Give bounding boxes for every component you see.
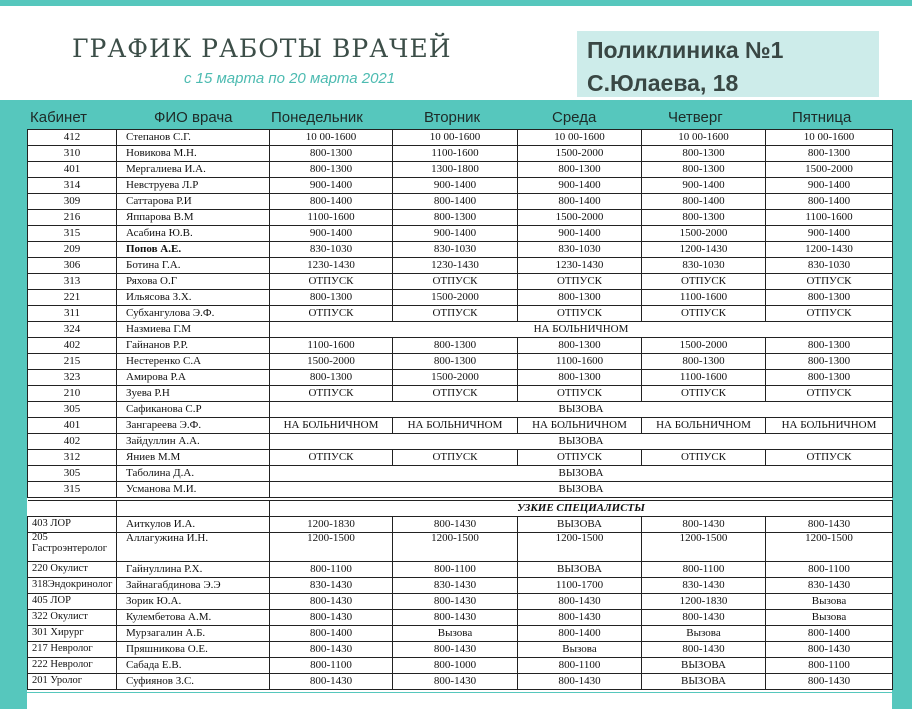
cabinet-cell: 305 [28,466,117,482]
monday-cell: 1500-2000 [270,354,393,370]
doctor-name-cell: Зуева Р.Н [117,386,270,402]
wednesday-cell: 800-1430 [518,674,642,690]
specialist-cabinet-cell: 222 Невролог [28,658,117,674]
monday-cell: ОТПУСК [270,450,393,466]
tuesday-cell: 800-1000 [393,658,518,674]
table-row [28,338,893,354]
specialists-section-row [28,501,893,517]
column-headers [22,109,892,129]
doctor-name-cell: Новикова М.Н. [117,146,270,162]
monday-cell: 900-1400 [270,178,393,194]
friday-cell: 10 00-1600 [766,130,893,146]
wednesday-cell: 800-1430 [518,610,642,626]
wednesday-cell: ОТПУСК [518,450,642,466]
doctor-name-cell: Ряхова О.Г [117,274,270,290]
specialist-name-cell: Суфиянов З.С. [117,674,270,690]
clinic-name: Поликлиника №1 [587,37,784,63]
tuesday-cell: 830-1030 [393,242,518,258]
col-header-doctor: ФИО врача [154,109,233,126]
friday-cell: 830-1030 [766,258,893,274]
table-row [28,386,893,402]
monday-cell: 1200-1830 [270,517,393,533]
merged-status-cell: НА БОЛЬНИЧНОМ [270,322,893,338]
col-header-monday: Понедельник [271,109,363,126]
cabinet-cell: 323 [28,370,117,386]
cabinet-cell: 311 [28,306,117,322]
friday-cell: Вызова [766,594,893,610]
tuesday-cell: 800-1430 [393,594,518,610]
tuesday-cell: НА БОЛЬНИЧНОМ [393,418,518,434]
friday-cell: 800-1300 [766,338,893,354]
specialist-name-cell: Пряшникова О.Е. [117,642,270,658]
wednesday-cell: 900-1400 [518,178,642,194]
friday-cell: 800-1400 [766,194,893,210]
monday-cell: 1200-1500 [270,533,393,562]
section-spacer [117,501,270,517]
tuesday-cell: ОТПУСК [393,450,518,466]
friday-cell: 1200-1500 [766,533,893,562]
doctor-name-cell: Амирова Р.А [117,370,270,386]
tuesday-cell: ОТПУСК [393,386,518,402]
table-row [28,178,893,194]
table-row [28,402,893,418]
specialist-name-cell: Зорик Ю.А. [117,594,270,610]
wednesday-cell: 800-1300 [518,162,642,178]
table-row [28,674,893,690]
table-row [28,658,893,674]
thursday-cell: 830-1430 [642,578,766,594]
wednesday-cell: 800-1300 [518,290,642,306]
friday-cell: 800-1300 [766,290,893,306]
specialist-name-cell: Аллагужина И.Н. [117,533,270,562]
merged-status-cell: ВЫЗОВА [270,466,893,482]
doctor-name-cell: Зайдуллин А.А. [117,434,270,450]
merged-status-cell: ВЫЗОВА [270,402,893,418]
doctor-name-cell: Назмиева Г.М [117,322,270,338]
doctor-name-cell: Ильясова З.Х. [117,290,270,306]
schedule-sheet [27,129,892,709]
col-header-cabinet: Кабинет [30,109,88,126]
cabinet-cell: 215 [28,354,117,370]
monday-cell: 800-1430 [270,594,393,610]
col-header-tuesday: Вторник [424,109,481,126]
wednesday-cell: 1500-2000 [518,146,642,162]
monday-cell: 800-1300 [270,162,393,178]
monday-cell: 800-1430 [270,642,393,658]
cabinet-cell: 402 [28,338,117,354]
clinic-address: С.Юлаева, 18 [587,70,739,96]
col-header-wednesday: Среда [552,109,597,126]
wednesday-cell: 800-1400 [518,626,642,642]
friday-cell: ОТПУСК [766,386,893,402]
table-row [28,162,893,178]
specialist-cabinet-cell: 220 Окулист [28,562,117,578]
monday-cell: 10 00-1600 [270,130,393,146]
doctor-name-cell: Яниев М.М [117,450,270,466]
cabinet-cell: 210 [28,386,117,402]
friday-cell: 800-1300 [766,370,893,386]
doctor-name-cell: Сафиканова С.Р [117,402,270,418]
thursday-cell: 1100-1600 [642,290,766,306]
table-row [28,194,893,210]
wednesday-cell: 10 00-1600 [518,130,642,146]
doctor-name-cell: Попов А.Е. [117,242,270,258]
table-row [28,482,893,498]
section-spacer [28,501,117,517]
specialists-label: УЗКИЕ СПЕЦИАЛИСТЫ [270,501,893,517]
thursday-cell: 800-1300 [642,210,766,226]
monday-cell: 830-1430 [270,578,393,594]
doctor-name-cell: Таболина Д.А. [117,466,270,482]
tuesday-cell: ОТПУСК [393,274,518,290]
thursday-cell: 830-1030 [642,258,766,274]
monday-cell: 800-1430 [270,610,393,626]
cabinet-cell: 313 [28,274,117,290]
doctor-name-cell: Нестеренко С.А [117,354,270,370]
specialist-cabinet-cell: 322 Окулист [28,610,117,626]
table-row [28,642,893,658]
specialist-cabinet-cell: 403 ЛОР [28,517,117,533]
doctor-name-cell: Гайнанов Р.Р. [117,338,270,354]
monday-cell: 800-1300 [270,146,393,162]
table-row [28,594,893,610]
table-row [28,626,893,642]
table-row [28,290,893,306]
doctor-name-cell: Мергалиева И.А. [117,162,270,178]
table-row [28,578,893,594]
specialist-cabinet-cell: 217 Невролог [28,642,117,658]
tuesday-cell: 800-1430 [393,517,518,533]
page-title: ГРАФИК РАБОТЫ ВРАЧЕЙ [72,34,452,63]
wednesday-cell: 1230-1430 [518,258,642,274]
table-row [28,306,893,322]
cabinet-cell: 216 [28,210,117,226]
cabinet-cell: 221 [28,290,117,306]
tuesday-cell: 1300-1800 [393,162,518,178]
thursday-cell: 800-1300 [642,146,766,162]
thursday-cell: 800-1100 [642,562,766,578]
doctor-name-cell: Ботина Г.А. [117,258,270,274]
tuesday-cell: 800-1300 [393,354,518,370]
table-row [28,562,893,578]
thursday-cell: 900-1400 [642,178,766,194]
specialist-cabinet-cell: 205 Гастроэнтеролог [28,533,117,562]
cabinet-cell: 401 [28,418,117,434]
monday-cell: 1100-1600 [270,210,393,226]
doctor-name-cell: Усманова М.И. [117,482,270,498]
wednesday-cell: ОТПУСК [518,386,642,402]
wednesday-cell: ОТПУСК [518,306,642,322]
friday-cell: 800-1430 [766,674,893,690]
monday-cell: 830-1030 [270,242,393,258]
doctor-name-cell: Асабина Ю.В. [117,226,270,242]
monday-cell: 800-1400 [270,626,393,642]
thursday-cell: 1500-2000 [642,338,766,354]
tuesday-cell: 900-1400 [393,226,518,242]
table-row [28,242,893,258]
thursday-cell: ВЫЗОВА [642,658,766,674]
doctor-name-cell: Невструева Л.Р [117,178,270,194]
thursday-cell: 800-1430 [642,517,766,533]
monday-cell: ОТПУСК [270,306,393,322]
thursday-cell: 800-1400 [642,194,766,210]
monday-cell: 800-1100 [270,658,393,674]
cabinet-cell: 306 [28,258,117,274]
tuesday-cell: 800-1300 [393,338,518,354]
date-range: с 15 марта по 20 марта 2021 [184,70,396,87]
monday-cell: НА БОЛЬНИЧНОМ [270,418,393,434]
thursday-cell: 1200-1430 [642,242,766,258]
table-row [28,210,893,226]
tuesday-cell: 800-1430 [393,610,518,626]
friday-cell: 1200-1430 [766,242,893,258]
wednesday-cell: 1200-1500 [518,533,642,562]
doctors-table [27,129,893,498]
thursday-cell: ОТПУСК [642,450,766,466]
friday-cell: 1100-1600 [766,210,893,226]
wednesday-cell: 800-1300 [518,370,642,386]
thursday-cell: Вызова [642,626,766,642]
monday-cell: ОТПУСК [270,274,393,290]
tuesday-cell: 900-1400 [393,178,518,194]
friday-cell: 800-1400 [766,626,893,642]
monday-cell: 800-1400 [270,194,393,210]
cabinet-cell: 324 [28,322,117,338]
specialist-cabinet-cell: 301 Хирург [28,626,117,642]
top-stripe [0,0,912,6]
friday-cell: 800-1430 [766,517,893,533]
specialist-name-cell: Кулембетова А.М. [117,610,270,626]
wednesday-cell: 830-1030 [518,242,642,258]
table-row [28,517,893,533]
cabinet-cell: 315 [28,226,117,242]
monday-cell: 800-1430 [270,674,393,690]
cabinet-cell: 312 [28,450,117,466]
tuesday-cell: 800-1400 [393,194,518,210]
tuesday-cell: 800-1100 [393,562,518,578]
table-row [28,533,893,562]
doctor-name-cell: Степанов С.Г. [117,130,270,146]
friday-cell: 830-1430 [766,578,893,594]
friday-cell: 800-1430 [766,642,893,658]
wednesday-cell: 800-1400 [518,194,642,210]
tuesday-cell: 1230-1430 [393,258,518,274]
tuesday-cell: 1500-2000 [393,290,518,306]
table-row [28,274,893,290]
col-header-thursday: Четверг [668,109,723,126]
specialist-cabinet-cell: 318Эндокринолог [28,578,117,594]
friday-cell: ОТПУСК [766,274,893,290]
wednesday-cell: ОТПУСК [518,274,642,290]
friday-cell: 800-1300 [766,146,893,162]
friday-cell: НА БОЛЬНИЧНОМ [766,418,893,434]
monday-cell: 900-1400 [270,226,393,242]
thursday-cell: 1200-1500 [642,533,766,562]
specialist-cabinet-cell: 405 ЛОР [28,594,117,610]
monday-cell: 800-1300 [270,290,393,306]
friday-cell: ОТПУСК [766,306,893,322]
thursday-cell: ВЫЗОВА [642,674,766,690]
wednesday-cell: 1100-1700 [518,578,642,594]
doctor-name-cell: Яппарова В.М [117,210,270,226]
monday-cell: 1100-1600 [270,338,393,354]
thursday-cell: 10 00-1600 [642,130,766,146]
table-row [28,146,893,162]
monday-cell: 800-1300 [270,370,393,386]
table-row [28,226,893,242]
thursday-cell: ОТПУСК [642,274,766,290]
cabinet-cell: 315 [28,482,117,498]
doctor-name-cell: Субхангулова Э.Ф. [117,306,270,322]
friday-cell: 1500-2000 [766,162,893,178]
merged-status-cell: ВЫЗОВА [270,482,893,498]
wednesday-cell: 800-1100 [518,658,642,674]
friday-cell: 800-1300 [766,354,893,370]
monday-cell: ОТПУСК [270,386,393,402]
table-row [28,354,893,370]
cabinet-cell: 309 [28,194,117,210]
wednesday-cell: 1100-1600 [518,354,642,370]
specialist-name-cell: Зайнагабдинова Э.Э [117,578,270,594]
tuesday-cell: 800-1430 [393,674,518,690]
table-row [28,450,893,466]
cabinet-cell: 209 [28,242,117,258]
thursday-cell: ОТПУСК [642,306,766,322]
specialist-name-cell: Сабада Е.В. [117,658,270,674]
wednesday-cell: ВЫЗОВА [518,517,642,533]
clinic-box [577,31,879,97]
doctor-name-cell: Зангареева Э.Ф. [117,418,270,434]
tuesday-cell: 1100-1600 [393,146,518,162]
thursday-cell: 1200-1830 [642,594,766,610]
wednesday-cell: 800-1300 [518,338,642,354]
cabinet-cell: 310 [28,146,117,162]
thursday-cell: 800-1300 [642,162,766,178]
cabinet-cell: 314 [28,178,117,194]
friday-cell: 900-1400 [766,178,893,194]
table-row [28,610,893,626]
tuesday-cell: 800-1300 [393,210,518,226]
tuesday-cell: 10 00-1600 [393,130,518,146]
table-row [28,466,893,482]
tuesday-cell: 1200-1500 [393,533,518,562]
tuesday-cell: 1500-2000 [393,370,518,386]
thursday-cell: НА БОЛЬНИЧНОМ [642,418,766,434]
thursday-cell: 1100-1600 [642,370,766,386]
cabinet-cell: 402 [28,434,117,450]
wednesday-cell: 900-1400 [518,226,642,242]
cabinet-cell: 305 [28,402,117,418]
thursday-cell: ОТПУСК [642,386,766,402]
friday-cell: 800-1100 [766,658,893,674]
table-row [28,258,893,274]
thursday-cell: 800-1430 [642,610,766,626]
friday-cell: Вызова [766,610,893,626]
thursday-cell: 1500-2000 [642,226,766,242]
friday-cell: ОТПУСК [766,450,893,466]
wednesday-cell: ВЫЗОВА [518,562,642,578]
header-panel [0,0,912,100]
specialist-cabinet-cell: 201 Уролог [28,674,117,690]
specialist-name-cell: Мурзагалин А.Б. [117,626,270,642]
sheet-bottom-line [27,692,892,693]
wednesday-cell: 800-1430 [518,594,642,610]
monday-cell: 1230-1430 [270,258,393,274]
table-row [28,370,893,386]
specialist-name-cell: Гайнуллина Р.Х. [117,562,270,578]
specialists-table [27,500,893,690]
merged-status-cell: ВЫЗОВА [270,434,893,450]
friday-cell: 800-1100 [766,562,893,578]
friday-cell: 900-1400 [766,226,893,242]
thursday-cell: 800-1300 [642,354,766,370]
wednesday-cell: НА БОЛЬНИЧНОМ [518,418,642,434]
cabinet-cell: 412 [28,130,117,146]
monday-cell: 800-1100 [270,562,393,578]
tuesday-cell: 830-1430 [393,578,518,594]
table-row [28,130,893,146]
doctor-name-cell: Саттарова Р.И [117,194,270,210]
tuesday-cell: Вызова [393,626,518,642]
thursday-cell: 800-1430 [642,642,766,658]
table-row [28,322,893,338]
col-header-friday: Пятница [792,109,852,126]
specialist-name-cell: Аиткулов И.А. [117,517,270,533]
table-row [28,434,893,450]
cabinet-cell: 401 [28,162,117,178]
wednesday-cell: Вызова [518,642,642,658]
tuesday-cell: 800-1430 [393,642,518,658]
tuesday-cell: ОТПУСК [393,306,518,322]
wednesday-cell: 1500-2000 [518,210,642,226]
table-row [28,418,893,434]
